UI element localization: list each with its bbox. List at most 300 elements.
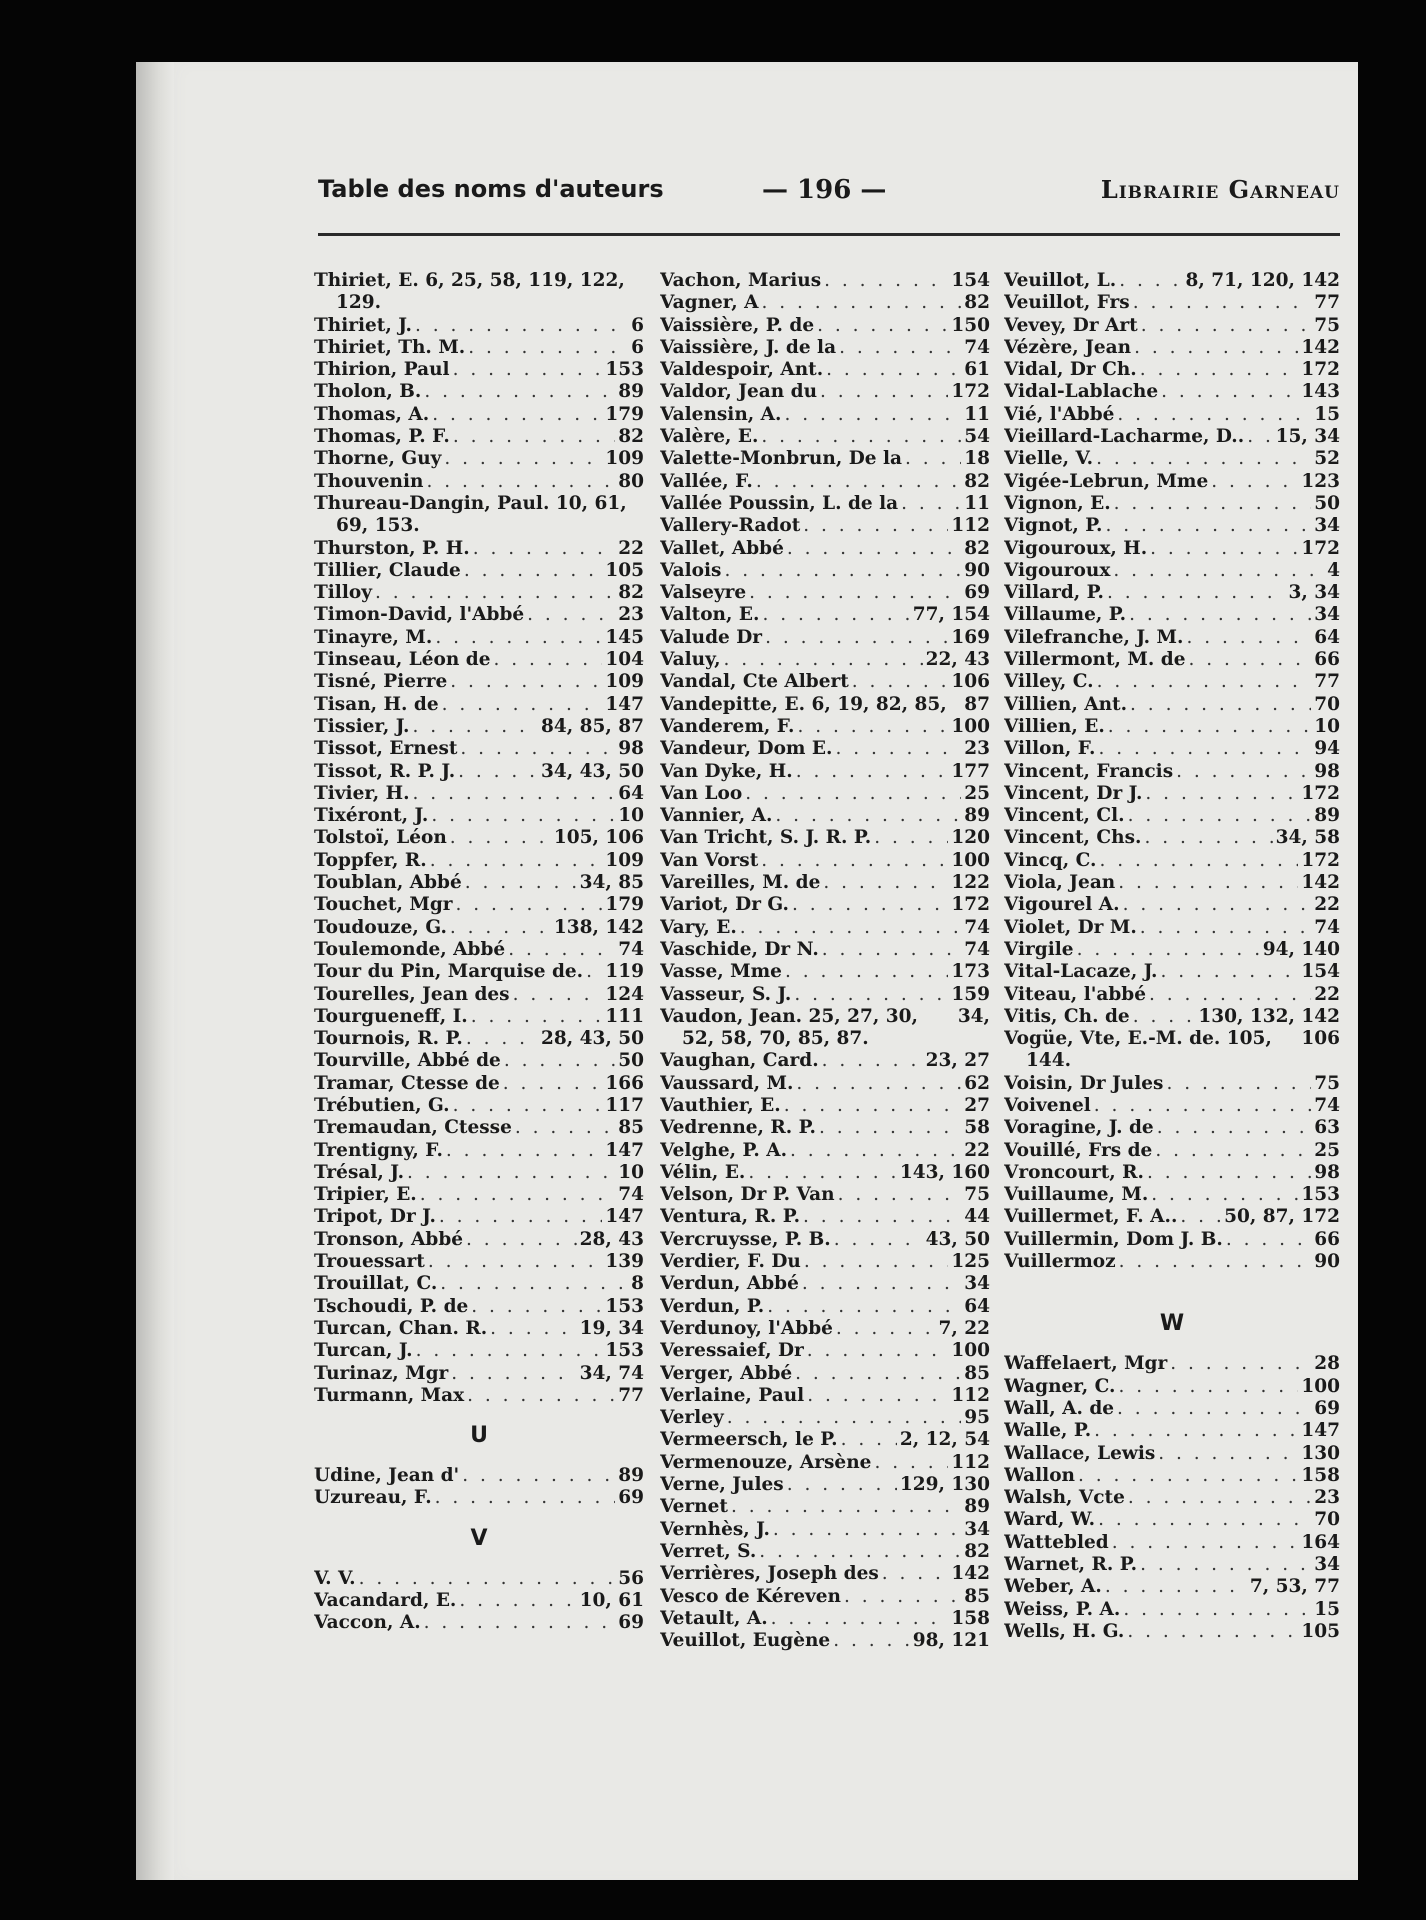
leader-dots [515,1117,615,1139]
author-name: Vincq, C. [1004,849,1097,871]
leader-dots [787,1474,897,1496]
leader-dots [1130,694,1311,716]
index-entry-continuation: 144. [1026,1050,1072,1072]
leader-dots [1149,984,1311,1006]
page-refs: 98 [1314,1161,1340,1183]
leader-dots [1133,292,1312,314]
leader-dots [1127,1621,1298,1643]
author-name: Veuillot, Eugène [660,1630,831,1652]
leader-dots [1112,1532,1299,1554]
author-name: Vallery-Radot [660,515,801,537]
leader-dots [792,894,948,916]
index-entry [1004,1095,1340,1117]
author-name: Villermont, M. de [1004,649,1186,671]
page-refs: 22 [964,1139,990,1161]
leader-dots [416,1340,603,1362]
index-entry [314,671,644,693]
author-name: Tilloy [314,582,372,604]
index-entry [314,560,644,582]
page-refs: 94 [1314,738,1340,760]
leader-dots [1097,671,1312,693]
index-entry [660,1095,990,1117]
leader-dots [1176,761,1311,783]
page-refs: 100 [951,715,990,737]
index-entry [660,850,990,872]
index-entry [1004,381,1340,403]
author-name: Valdor, Jean du [660,381,818,403]
author-name: Tholon, B. [314,381,422,403]
leader-dots [424,1612,616,1634]
author-name: Violet, Dr M. [1004,916,1137,938]
leader-dots [765,627,948,649]
leader-dots [458,761,538,783]
leader-dots [473,538,616,560]
leader-dots [756,471,961,493]
page-refs: 25 [964,782,990,804]
leader-dots [822,1050,923,1072]
leader-dots [446,1140,602,1162]
index-entry [1004,1443,1340,1465]
index-entry [660,1563,990,1585]
leader-dots [795,1363,961,1385]
page-refs: 74 [618,938,644,960]
author-name: Vermenouze, Arsène [660,1451,872,1473]
leader-dots [1123,1599,1311,1621]
leader-dots [790,1140,961,1162]
author-name: Vetault, A. [660,1607,768,1629]
author-name: Viola, Jean [1004,872,1116,894]
author-name: Wagner, C. [1004,1375,1116,1397]
page-refs: 98, 121 [912,1630,990,1652]
page-refs: 159 [951,983,990,1005]
page-refs: 147 [1301,1420,1340,1442]
author-name: Tissot, R. P. J. [314,760,456,782]
leader-dots [817,315,948,337]
page-refs: 62 [964,1072,990,1094]
author-name: Villon, F. [1004,738,1096,760]
index-entry [314,582,644,604]
leader-dots [775,805,961,827]
author-name: Vincent, Francis [1004,760,1174,782]
author-name: Tissot, Ernest [314,738,458,760]
index-entry [314,1028,644,1050]
index-entry [314,1318,644,1340]
author-name: Toublan, Abbé [314,872,462,894]
leader-dots [435,627,602,649]
author-name: Toulemonde, Abbé [314,938,506,960]
index-entry [660,1519,990,1541]
author-name: Vasse, Mme [660,961,782,983]
index-entry [660,671,990,693]
index-entry [1004,1251,1340,1273]
author-name: Vareilles, M. de [660,872,821,894]
leader-dots [796,761,949,783]
leader-dots [833,1630,910,1652]
leader-dots [798,716,949,738]
leader-dots [1105,1576,1247,1598]
author-name: Tripot, Dr J. [314,1206,436,1228]
author-name: Van Vorst [660,849,759,871]
author-name: Tremaudan, Ctesse [314,1117,512,1139]
page-refs: 28, 43, 50 [541,1028,644,1050]
running-title: Table des noms d'auteurs [318,175,664,203]
index-entry [1004,560,1340,582]
author-name: Vauthier, E. [660,1094,781,1116]
page-refs: 98 [618,738,644,760]
author-name: Thurston, P. H. [314,537,470,559]
index-entry [1004,671,1340,693]
leader-dots [838,1184,962,1206]
page-refs: 112 [951,515,990,537]
author-name: Uzureau, F. [314,1487,432,1509]
leader-dots [586,961,602,983]
page-refs: 34, 58 [1275,827,1340,849]
leader-dots [773,1519,961,1541]
index-entry [660,471,990,493]
page-refs: 143, 160 [899,1161,990,1183]
index-entry [1004,471,1340,493]
leader-dots [1098,1509,1311,1531]
index-entry [660,1608,990,1630]
author-name: Thiriet, Th. M. [314,336,466,358]
index-entry [660,1006,990,1028]
author-name: Variot, Dr G. [660,894,789,916]
page-refs: 153 [605,1340,644,1362]
page-refs: 34 [964,1518,990,1540]
leader-dots [527,604,615,626]
leader-dots [1128,805,1312,827]
index-entry [660,939,990,961]
author-name: Voisin, Dr Jules [1004,1072,1164,1094]
author-name: Vaccon, A. [314,1612,421,1634]
index-entry [1004,738,1340,760]
index-entry [1004,850,1340,872]
page-refs: 142 [1301,336,1340,358]
author-name: Thureau-Dangin, Paul. 10, 61, [314,492,627,514]
author-name: Villien, Ant. [1004,693,1128,715]
author-name: Vallet, Abbé [660,537,784,559]
author-name: Wattebled [1004,1531,1109,1553]
page-refs: 23 [618,604,644,626]
page-refs: 52 [1314,448,1340,470]
page-refs: 138, 142 [553,916,644,938]
author-name: Verdun, Abbé [660,1273,799,1295]
author-name: Verne, Jules [660,1474,784,1496]
index-entry [314,761,644,783]
leader-dots [835,738,961,760]
index-entry [1004,1184,1340,1206]
leader-dots [450,671,602,693]
author-name: Verger, Abbé [660,1362,793,1384]
leader-dots [724,649,923,671]
page-refs: 90 [964,559,990,581]
leader-dots [504,1050,615,1072]
author-name: Valude Dr [660,626,763,648]
index-entry [660,582,990,604]
index-entry [660,538,990,560]
leader-dots [839,337,961,359]
index-entry [314,939,644,961]
author-name: Valensin, A. [660,403,782,425]
author-name: Velson, Dr P. Van [660,1184,835,1206]
page-refs: 18 [964,448,990,470]
page-refs: 179 [605,894,644,916]
leader-dots [796,1073,961,1095]
author-name: Walle, P. [1004,1420,1092,1442]
index-entry [1004,1073,1340,1095]
page-refs: 54 [964,426,990,448]
leader-dots [1119,1251,1312,1273]
author-name: Vital-Lacaze, J. [1004,961,1158,983]
author-name: Vigée-Lebrun, Mme [1004,470,1209,492]
page-refs: 82 [964,537,990,559]
leader-dots [1096,448,1311,470]
author-name: Vandeur, Dom E. [660,738,833,760]
index-entry [660,1162,990,1184]
page-refs: 147 [605,1139,644,1161]
index-entry [314,1140,644,1162]
author-name: Trébutien, G. [314,1094,450,1116]
page-refs: 69 [618,1612,644,1634]
leader-dots [1117,1398,1311,1420]
page-refs: 109 [605,849,644,871]
leader-dots [905,448,961,470]
author-name: Tisné, Pierre [314,671,448,693]
index-entry [660,716,990,738]
index-entry [660,917,990,939]
publisher-name: Librairie Garneau [1100,175,1340,204]
author-name: Turcan, J. [314,1340,413,1362]
page-refs: 147 [605,693,644,715]
leader-dots [1118,872,1298,894]
author-name: Villey, C. [1004,671,1094,693]
author-name: Verrières, Joseph des [660,1563,879,1585]
page-refs: 63 [1314,1117,1340,1139]
index-entry [314,1162,644,1184]
leader-dots [1140,1554,1311,1576]
page-refs: 22, 43 [925,649,990,671]
author-name: Toppfer, R. [314,849,427,871]
page-refs: 22 [618,537,644,559]
index-entry [660,404,990,426]
page-refs: 64 [618,782,644,804]
leader-dots [823,872,948,894]
index-entry [314,917,644,939]
index-entry [1004,1532,1340,1554]
page-refs: 66 [1314,1228,1340,1250]
author-name: Tschoudi, P. de [314,1295,469,1317]
index-entry [314,805,644,827]
index-entry [1004,1206,1340,1228]
index-entry [1004,515,1340,537]
leader-dots [456,894,603,916]
index-entry [314,1363,644,1385]
author-name: Villien, E. [1004,715,1105,737]
page-refs: 173 [951,961,990,983]
author-name: Villard, P. [1004,582,1104,604]
page-refs: 87 [964,693,990,715]
index-entry [1004,1229,1340,1251]
author-name: Weiss, P. A. [1004,1598,1121,1620]
author-name: Turmann, Max [314,1384,465,1406]
page-refs: 10, 61 [579,1590,644,1612]
index-column-3 [1004,270,1340,1643]
page-refs: 143 [1301,381,1340,403]
leader-dots [1155,1140,1311,1162]
index-entry [660,315,990,337]
page-refs: 172 [1301,782,1340,804]
author-name: Valette-Monbrun, De la [660,448,902,470]
author-name: Warnet, R. P. [1004,1554,1138,1576]
author-name: Verley [660,1407,724,1429]
page-refs: 77 [1314,671,1340,693]
page-refs: 139 [605,1251,644,1273]
index-entry [1004,493,1340,515]
index-entry [660,1073,990,1095]
author-name: Udine, Jean d' [314,1465,460,1487]
leader-dots [819,1117,961,1139]
page-refs: 34 [1314,515,1340,537]
page-refs: 82 [964,470,990,492]
leader-dots [508,939,615,961]
page-refs: 77, 154 [912,604,990,626]
page-refs: 100 [1301,1375,1340,1397]
leader-dots [420,1184,615,1206]
page-refs: 89 [618,381,644,403]
index-entry [1004,426,1340,448]
author-name: Tolstoï, Léon [314,827,447,849]
leader-dots [1113,560,1324,582]
leader-dots [803,1206,961,1228]
index-entry [1004,984,1340,1006]
leader-dots [761,292,961,314]
page-refs: 123 [1301,470,1340,492]
page-refs: 34, 74 [579,1362,644,1384]
author-name: Viteau, l'abbé [1004,983,1147,1005]
leader-dots [1147,1162,1311,1184]
index-entry [314,872,644,894]
author-name: Vignot, P. [1004,515,1103,537]
author-name: Vallée Poussin, L. de la [660,492,899,514]
leader-dots [1161,381,1298,403]
leader-dots [1160,961,1298,983]
leader-dots [1128,1487,1311,1509]
author-name: Vaussard, M. [660,1072,794,1094]
index-entry [1004,827,1340,849]
page-refs: 84, 85, 87 [541,715,644,737]
index-entry [660,1541,990,1563]
index-entry [314,1073,644,1095]
author-name: Vielle, V. [1004,448,1094,470]
leader-dots [824,270,948,292]
leader-dots [749,582,961,604]
leader-dots [748,1162,897,1184]
index-entry [1004,1006,1340,1028]
index-entry [314,1095,644,1117]
page-refs: 44 [964,1206,990,1228]
leader-dots [761,850,948,872]
leader-dots [794,984,948,1006]
index-entry [1004,761,1340,783]
author-name: Thirion, Paul [314,359,450,381]
index-column-2 [660,270,990,1652]
page-refs: 82 [964,1540,990,1562]
author-name: Vevey, Dr Art [1004,314,1138,336]
index-entry [1004,404,1340,426]
index-entry [660,426,990,448]
author-name: Turcan, Chan. R. [314,1317,488,1339]
page-refs: 69 [964,582,990,604]
index-entry [1004,1420,1340,1442]
author-name: Vandepitte, E. 6, 19, 82, 85, [660,693,947,715]
index-entry [314,404,644,426]
author-name: Trouessart [314,1251,425,1273]
page-refs: 120 [951,827,990,849]
index-entry [1004,604,1340,626]
leader-dots [874,1452,948,1474]
leader-dots [807,1340,949,1362]
leader-dots [430,850,603,872]
leader-dots [450,827,551,849]
index-entry [314,716,644,738]
page-refs: 7, 22 [938,1317,990,1339]
index-entry [660,1496,990,1518]
leader-dots [1186,627,1311,649]
index-entry [660,560,990,582]
leader-dots [852,671,949,693]
index-entry [314,1612,644,1634]
page-refs: 50 [618,1050,644,1072]
page-refs: 169 [951,626,990,648]
page-refs: 58 [964,1117,990,1139]
index-entry [1004,337,1340,359]
leader-dots [740,917,961,939]
leader-dots [762,604,909,626]
leader-dots [1150,538,1298,560]
leader-dots [767,1296,961,1318]
index-entry [314,1206,644,1228]
page-refs: 11 [964,492,990,514]
leader-dots [503,1073,603,1095]
index-entry [660,337,990,359]
index-entry [660,381,990,403]
page-refs: 27 [964,1094,990,1116]
index-entry [314,984,644,1006]
page-refs: 74 [1314,1094,1340,1116]
leader-dots [724,560,961,582]
page-refs: 34, [957,1005,990,1027]
leader-dots [1133,1006,1196,1028]
author-name: Weber, A. [1004,1576,1102,1598]
author-name: Tourville, Abbé de [314,1050,501,1072]
author-name: Trouillat, C. [314,1273,438,1295]
author-name: Vigourel A. [1004,894,1120,916]
page-refs: 80 [618,470,644,492]
page-refs: 69 [1314,1397,1340,1419]
author-name: Vaughan, Card. [660,1050,819,1072]
index-entry [314,448,644,470]
page-refs: 109 [605,448,644,470]
leader-dots [451,1363,576,1385]
author-name: Vouillé, Frs de [1004,1139,1153,1161]
index-entry [660,1206,990,1228]
index-entry [1004,961,1340,983]
author-name: Tourgueneff, I. [314,1005,468,1027]
index-entry [314,426,644,448]
page-refs: 85 [964,1585,990,1607]
index-entry [660,1363,990,1385]
author-name: Timon-David, l'Abbé [314,604,525,626]
